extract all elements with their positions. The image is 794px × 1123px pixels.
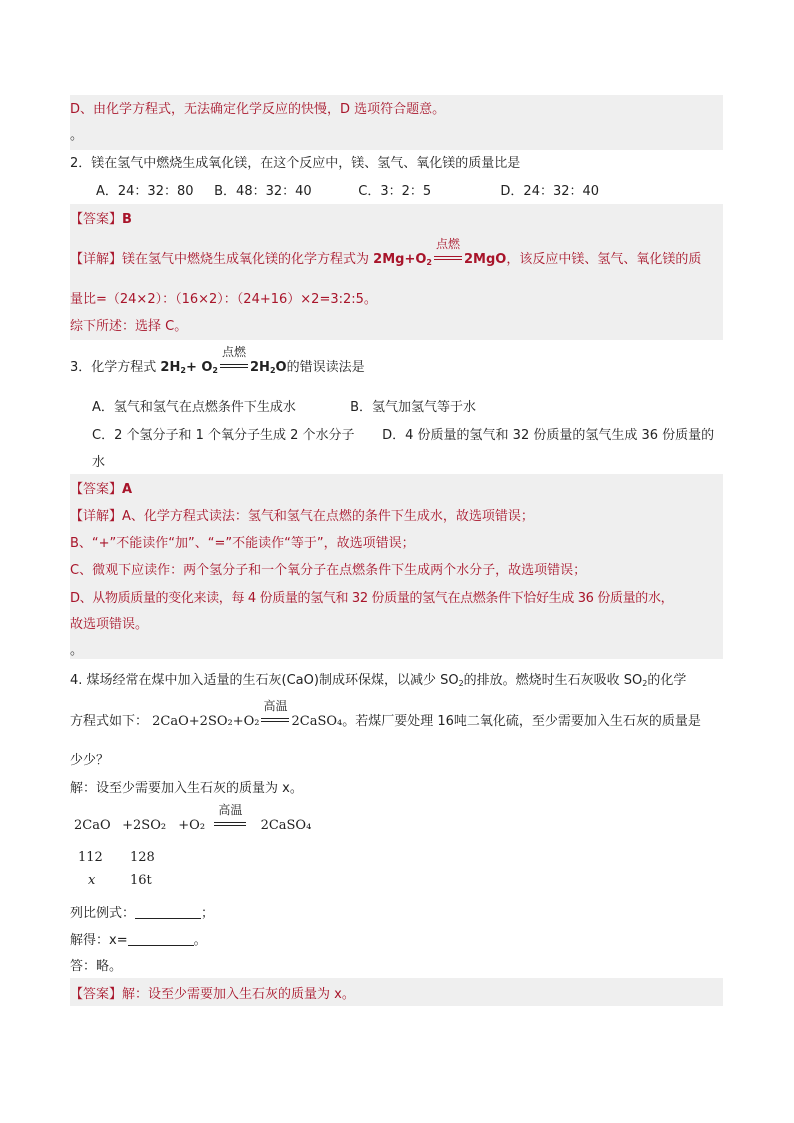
q4-stem-line2: 方程式如下： 2CaO+2SO₂+O₂ 高温 2CaSO₄。若煤厂要处理 16吨二氧化硫，至少需要加入生石灰的质量是 [70,699,701,729]
reaction-condition: 高温 [261,714,289,729]
q4-equation-work: 2CaO +2SO₂ +O₂ 高温 2CaSO₄ [74,803,312,833]
q4-stem-line1: 4. 煤场经常在煤中加入适量的生石灰(CaO)制成环保煤，以减少 $SO_2$的排放。燃烧时生石灰吸收 $SO_2$的化学 [70,673,687,688]
q3-detail-c: C、微观下应读作：两个氢分子和一个氧分子在点燃条件下生成两个水分子，故选项错误； [70,563,587,578]
q4-answer [70,983,355,1002]
result-blank[interactable] [128,933,194,946]
q4-equation: 2CaO+2SO₂+O₂ [152,714,260,729]
answer-tag: 【答案】 [70,987,123,1002]
detail-tag: 【详解】 [70,252,123,267]
q4-mass-row1: 112 128 [78,850,155,865]
q2-stem: 2．镁在氢气中燃烧生成氧化镁，在这个反应中，镁、氢气、氧化镁的质量比是 [70,156,521,171]
q4-stem-line3: 少少？ [70,753,110,768]
equation-mg: $2Mg+O_2$ [373,252,432,267]
q3-detail-d-cont: 故选项错误。 [70,617,149,632]
q3-detail-d: D、从物质质量的变化来读，每 4 份质量的氢气和 32 份质量的氢气在点燃条件下恰好生成 36 份质量的水， [70,591,674,606]
answer-value: A [122,482,133,497]
reaction-condition: 高温 [214,818,246,833]
q1-end-dot: 。 [70,128,84,143]
q3-detail-a: 【详解】A、化学方程式读法：氢气和氢气在点燃的条件下生成水，故选项错误； [70,509,534,524]
reaction-condition: 点燃 [220,360,248,375]
q3-option-a[interactable]: A．氢气和氢气在点燃条件下生成水 [92,400,296,415]
q4-answer-line: 答：略。 [70,959,123,974]
q2-options [96,180,599,199]
q2-option-d[interactable]: D．24：32：40 [500,184,600,199]
ratio-blank[interactable] [135,906,201,919]
q2-detail-line2: 量比=（24×2）：（16×2）：（24+16）×2=3:2:5。 [70,292,377,307]
reaction-condition: 点燃 [434,252,462,267]
q3-option-d[interactable]: D．4 份质量的氢气和 32 份质量的氢气生成 36 份质量的 [382,428,715,443]
q3-detail-b: B、“+”不能读作“加”、“=”不能读作“等于”，故选项错误； [70,536,415,551]
detail-text: 镁在氢气中燃烧生成氧化镁的化学方程式为 [122,252,370,267]
q2-summary: 综下所述：选择 C。 [70,319,188,334]
q4-mass-row2: x 16t [88,873,152,888]
q3-end-dot: 。 [70,643,84,658]
q3-stem: 3．化学方程式 $2H_2+ O_2$ 点燃 $2H_2O$的错误读法是 [70,345,365,375]
q2-option-a[interactable]: A．24：32：80 [96,184,194,199]
answer-text: 解：设至少需要加入生石灰的质量为 x。 [122,987,355,1002]
q1-option-d-explanation: D、由化学方程式，无法确定化学反应的快慢，D 选项符合题意。 [70,102,446,117]
answer-tag: 【答案】 [70,482,123,497]
q4-solve-line: 解：设至少需要加入生石灰的质量为 x。 [70,781,303,796]
detail-tag: 【详解】 [70,509,123,524]
q2-option-b[interactable]: B．48：32：40 [214,184,312,199]
q2-option-c[interactable]: C．3：2：5 [358,184,432,199]
q3-option-b[interactable]: B．氢气加氢气等于水 [350,400,477,415]
equation-product: 2MgO [463,252,507,267]
answer-value: B [122,212,132,227]
q3-options-row2 [92,424,714,443]
q4-solve-result: 解得：x= 。 [70,933,207,948]
q3-option-c[interactable]: C．2 个氢分子和 1 个氧分子生成 2 个水分子 [92,428,355,443]
q3-options-row1 [92,396,476,415]
detail-text-post: ，该反应中镁、氢气、氧化镁的质 [506,252,702,267]
q3-option-d-cont: 水 [92,455,106,470]
q4-ratio-line: 列比例式： ； [70,906,215,921]
q3-answer [70,478,132,497]
q2-detail [70,237,702,267]
answer-tag: 【答案】 [70,212,123,227]
q2-answer [70,208,132,227]
